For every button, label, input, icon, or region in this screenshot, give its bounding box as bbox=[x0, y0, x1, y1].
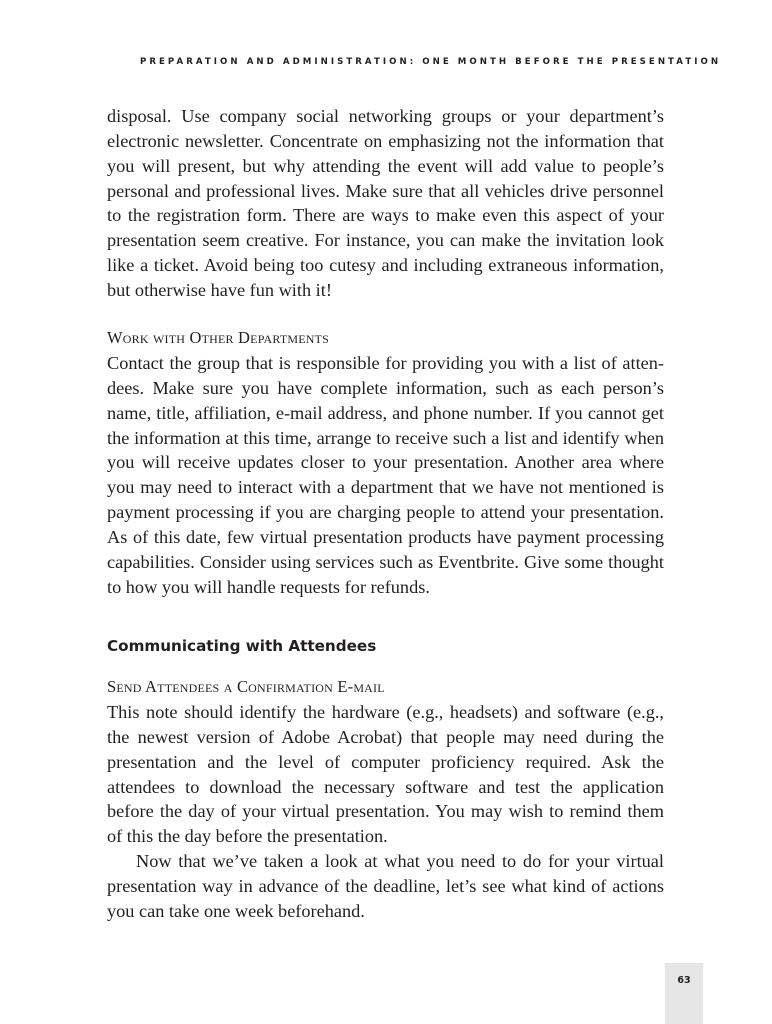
work-section bbox=[107, 351, 664, 599]
running-head: PREPARATION AND ADMINISTRATION: ONE MONTH BEFORE THE PRESENTATION bbox=[140, 57, 722, 67]
page-number-tab bbox=[665, 963, 703, 1024]
confirmation-paragraph: This note should identify the hardware (e.g., headsets) and software (e.g., the newest version of Adobe Acrobat) that people may need during the presentation and the level of computer proficiency required. Ask the attendees to download the necessary software and test the application before the day of your virtual presentation. You may wish to remind them of this the day before the presentation. bbox=[107, 702, 664, 847]
work-with-other-departments-heading: Work with Other Departments bbox=[107, 328, 330, 347]
intro-section bbox=[107, 104, 664, 303]
send-confirmation-email-heading: Send Attendees a Confirmation E-mail bbox=[107, 677, 385, 696]
transition-paragraph: Now that we’ve taken a look at what you need to do for your virtual presentation way in advance of the deadline, let’s see what kind of actions you can take one week beforehand. bbox=[107, 851, 664, 921]
work-paragraph: Contact the group that is responsible for providing you with a list of attendees. Make sure you have complete information, such as each person’s name, title, affiliation, e-mail address, and phone number. If you cannot get the information at this time, arrange to receive such a list and identify when you will receive updates closer to your presentation. Another area where you may need to interact with a department that we have not mentioned is payment processing if you are charging people to attend your presentation. As of this date, few virtual presentation products have payment processing capabilities. Consider using services such as Eventbrite. Give some thought to how you will handle requests for refunds. bbox=[107, 353, 664, 597]
page-number: 63 bbox=[677, 975, 691, 986]
communicating-with-attendees-heading: Communicating with Attendees bbox=[107, 637, 377, 655]
intro-paragraph: disposal. Use company social networking groups or your department’s electronic newsletter. Concentrate on emphasizing not the information that you will present, but why attending the event will add value to people’s personal and professional lives. Make sure that all vehicles drive personnel to the registration form. There are ways to make even this aspect of your presentation seem creative. For instance, you can make the invitation look like a ticket. Avoid being too cutesy and including extraneous information, but otherwise have fun with it! bbox=[107, 106, 664, 300]
communicating-section bbox=[107, 700, 664, 924]
